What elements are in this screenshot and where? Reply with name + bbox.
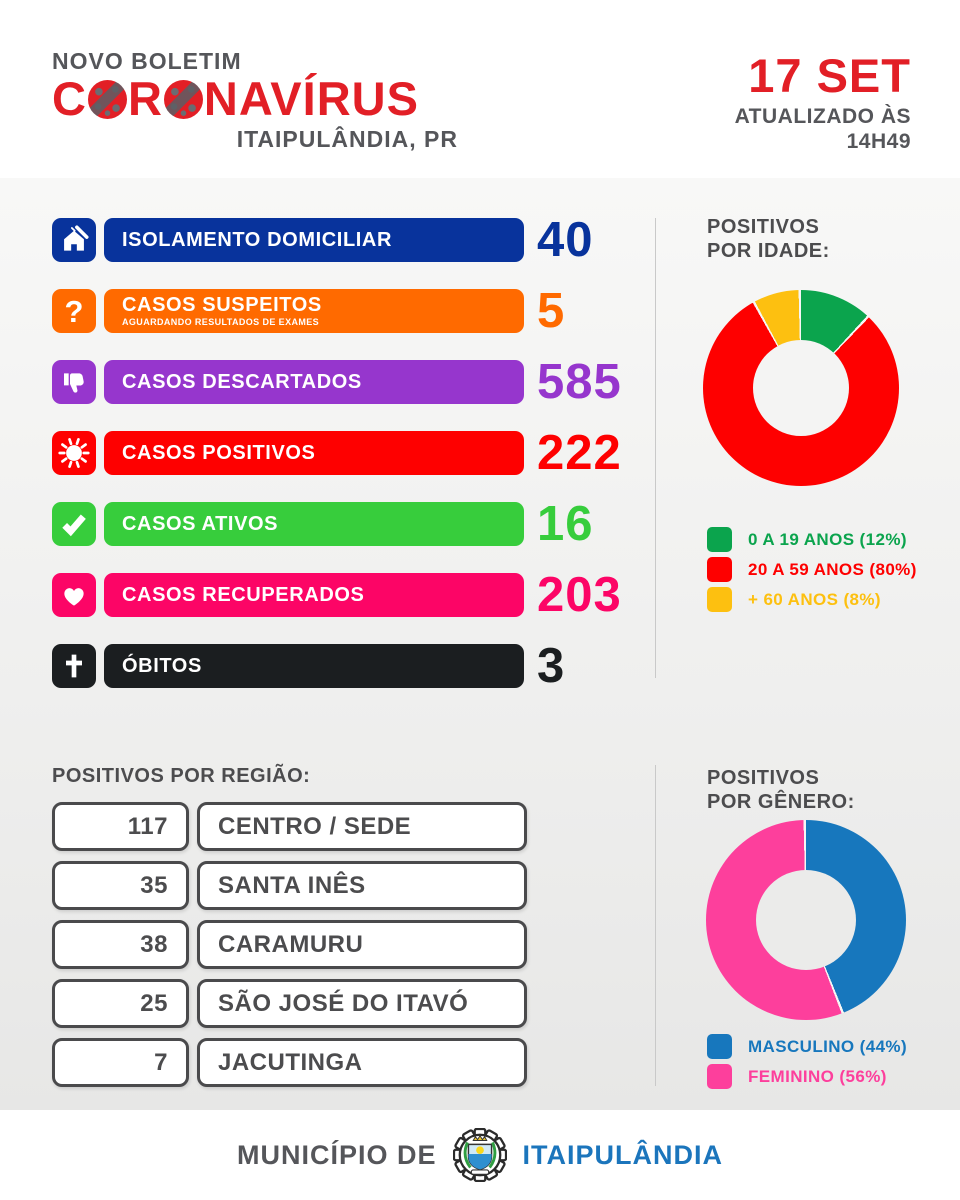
region-name: CARAMURU (197, 920, 527, 969)
region-name: SÃO JOSÉ DO ITAVÓ (197, 979, 527, 1028)
stat-row-ativos (52, 497, 622, 551)
stat-row-recuperados (52, 568, 622, 622)
region-panel-title: POSITIVOS POR REGIÃO: (52, 765, 311, 787)
footer-municipality-name: ITAIPULÂNDIA (522, 1139, 723, 1170)
stat-label: CASOS DESCARTADOS (122, 371, 362, 393)
stat-row-positivos (52, 426, 622, 480)
legend-swatch-green (707, 527, 732, 552)
region-name: SANTA INÊS (197, 861, 527, 910)
stat-label: CASOS SUSPEITOS (122, 294, 322, 316)
legend-swatch-yellow (707, 587, 732, 612)
legend-item: 0 A 19 ANOS (12%) (707, 527, 917, 552)
thumbs-down-icon (52, 360, 96, 404)
divider-age-panel (655, 218, 656, 678)
bulletin-date: 17 SET (748, 49, 911, 102)
stat-value: 585 (537, 355, 622, 409)
legend-swatch-red (707, 557, 732, 582)
legend-swatch-blue (707, 1034, 732, 1059)
footer (0, 1110, 960, 1200)
brand-block (52, 48, 458, 153)
virus-circle-icon (88, 80, 127, 119)
table-row (52, 1038, 527, 1087)
region-count: 117 (52, 802, 189, 851)
stat-row-obitos (52, 639, 622, 693)
table-row (52, 920, 527, 969)
divider-gender-panel (655, 765, 656, 1086)
stat-row-descartados (52, 355, 622, 409)
stat-label: ISOLAMENTO DOMICILIAR (122, 229, 393, 251)
region-name: JACUTINGA (197, 1038, 527, 1087)
question-mark-icon: ? (52, 289, 96, 333)
legend-item: 20 A 59 ANOS (80%) (707, 557, 917, 582)
age-legend (707, 527, 917, 617)
stat-sublabel: AGUARDANDO RESULTADOS DE EXAMES (122, 317, 320, 327)
check-icon (52, 502, 96, 546)
footer-prefix: MUNICÍPIO DE (236, 1139, 437, 1170)
stat-label: CASOS RECUPERADOS (122, 584, 365, 606)
table-row (52, 802, 527, 851)
stat-row-isolamento (52, 213, 622, 267)
stat-label: CASOS ATIVOS (122, 513, 279, 535)
age-donut-chart (703, 290, 899, 486)
gender-donut-chart (706, 820, 906, 1020)
region-count: 35 (52, 861, 189, 910)
age-panel-title: POSITIVOS POR IDADE: (707, 216, 830, 262)
body (0, 178, 960, 1110)
bulletin-subtitle: ITAIPULÂNDIA, PR (236, 125, 458, 152)
legend-item: FEMININO (56%) (707, 1064, 907, 1089)
updated-time: ATUALIZADO ÀS 14H49 (734, 105, 911, 153)
stat-value: 222 (537, 426, 622, 480)
region-count: 25 (52, 979, 189, 1028)
table-row (52, 979, 527, 1028)
heart-icon (52, 573, 96, 617)
stat-value: 203 (537, 568, 622, 622)
municipal-crest-gear-icon (453, 1128, 507, 1182)
region-count: 38 (52, 920, 189, 969)
stat-value: 40 (537, 213, 594, 267)
cross-icon (52, 644, 96, 688)
region-count: 7 (52, 1038, 189, 1087)
stat-row-suspeitos (52, 284, 622, 338)
stay-home-icon (52, 218, 96, 262)
header (0, 0, 960, 178)
stat-value: 5 (537, 284, 566, 338)
legend-swatch-pink (707, 1064, 732, 1089)
stat-label: ÓBITOS (122, 655, 202, 677)
virus-icon (52, 431, 96, 475)
stats-list (52, 213, 622, 715)
gender-panel-title: POSITIVOS POR GÊNERO: (707, 767, 855, 813)
region-name: CENTRO / SEDE (197, 802, 527, 851)
date-block (734, 49, 911, 155)
legend-item: + 60 ANOS (8%) (707, 587, 917, 612)
bulletin-title: C R NAVÍRUS (52, 72, 419, 125)
table-row (52, 861, 527, 910)
region-table (52, 802, 527, 1097)
gender-legend (707, 1034, 907, 1094)
virus-circle-icon (164, 80, 203, 119)
stat-value: 3 (537, 639, 566, 693)
stat-label: CASOS POSITIVOS (122, 442, 316, 464)
bulletin-kicker: NOVO BOLETIM (52, 48, 242, 74)
stat-value: 16 (537, 497, 594, 551)
legend-item: MASCULINO (44%) (707, 1034, 907, 1059)
age-donut-hole (753, 340, 849, 436)
gender-donut-hole (756, 870, 856, 970)
